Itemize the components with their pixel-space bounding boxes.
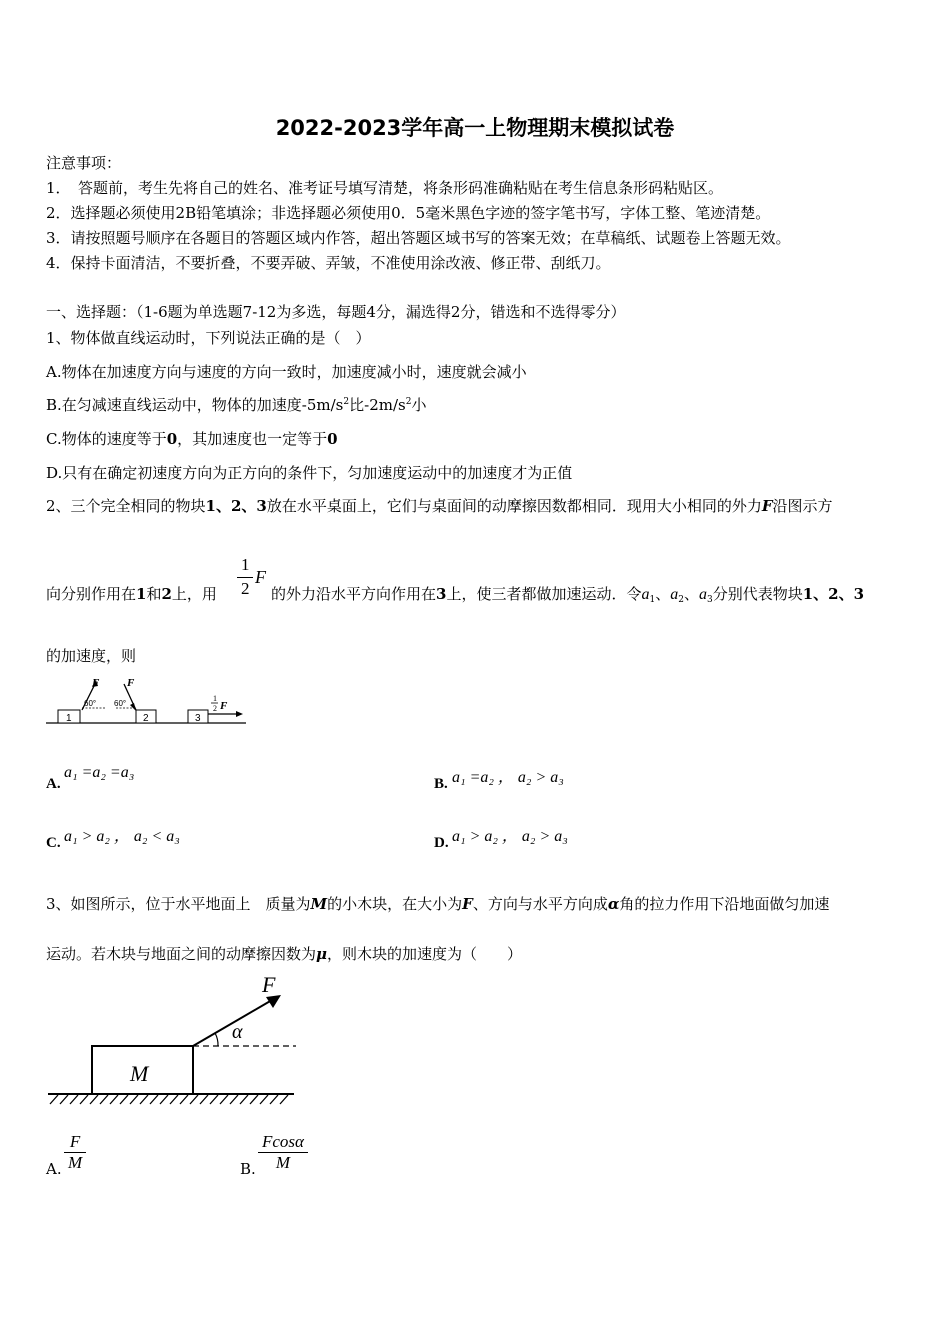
q2-frac-num: 1 — [241, 555, 250, 574]
q2-l1-post: 沿图示方 — [772, 497, 833, 515]
q3-l2-pre: 运动。若木块与地面之间的动摩擦因数为 — [46, 945, 317, 963]
q3-F: F — [462, 895, 473, 913]
q1-option-c — [46, 428, 338, 449]
q2-force-3-arrow — [236, 711, 243, 717]
q3-optB — [258, 1132, 308, 1173]
q2-l2-pre: 向分别作用在 — [46, 585, 137, 603]
q2-optA: a₁ =a₂ =a₃ — [64, 764, 135, 781]
notice-item-4: 4．保持卡面清洁，不要折叠，不要弄破、弄皱，不准使用涂改液、修正带、刮纸刀。 — [46, 254, 611, 272]
q2-optC-label: C. — [46, 835, 61, 851]
q2-a3: a — [698, 586, 707, 603]
q3-optB-num: Fcosα — [258, 1132, 308, 1153]
q1-c-pre: C.物体的速度等于 — [46, 430, 167, 448]
q1-option-b — [46, 394, 426, 415]
q3-l2-post: ，则木块的加速度为（ ） — [327, 945, 523, 963]
q2-sep2: 、 — [683, 585, 699, 603]
q2-line2 — [46, 583, 217, 604]
q2-l2-n3: 3 — [436, 585, 447, 603]
q3-optA — [64, 1132, 86, 1173]
q2-l2-n1: 1 — [136, 585, 147, 603]
q3-ground-hatch — [50, 1095, 288, 1104]
q2-sub3: 3 — [706, 595, 713, 605]
q3-l1-mid1: 的小木块，在大小为 — [327, 895, 463, 913]
q2-l2-mid1: 上，用 — [171, 585, 217, 603]
q2-half-num: 1 — [213, 694, 217, 703]
q2-l2-mid3: 上，使三者都做加速运动．令 — [446, 585, 642, 603]
q2-sub1: 1 — [649, 595, 656, 605]
q3-optB-den: M — [275, 1153, 291, 1172]
q2-force-1-label: F — [92, 677, 100, 689]
q1-c-zero1: 0 — [166, 430, 178, 448]
q2-angle-2: 60° — [114, 699, 127, 708]
q2-optD: a₁ > a₂ ， a₂ > a₃ — [452, 828, 568, 845]
q2-block-1-label: 1 — [66, 713, 72, 724]
q1-c-zero2: 0 — [327, 430, 338, 448]
notice-item-2: 2．选择题必须使用2B铅笔填涂；非选择题必须使用0．5毫米黑色字迹的签字笔书写，字体工整、笔迹清楚。 — [46, 204, 771, 222]
q3-mu: μ — [316, 945, 327, 963]
q2-block-3-label: 3 — [195, 713, 201, 724]
q3-optA-den: M — [68, 1153, 83, 1172]
q2-optD-label: D. — [434, 835, 449, 851]
q2-l1-mid: 放在水平桌面上，它们与桌面间的动摩擦因数都相同．现用大小相同的外力 — [266, 497, 762, 515]
q3-figure — [44, 970, 300, 1110]
q2-optA-label: A. — [46, 776, 61, 792]
q3-angle-arc — [215, 1033, 218, 1046]
q2-optB-label: B. — [434, 776, 448, 792]
q3-line2 — [46, 943, 522, 964]
q2-line3: 的加速度，则 — [46, 647, 137, 665]
q3-M: M — [310, 895, 328, 913]
q2-block-2-label: 2 — [143, 713, 149, 724]
q3-optA-fraction — [64, 1132, 86, 1173]
q3-optA-label: A. — [46, 1160, 62, 1178]
q2-l2-nums: 1、2、3 — [802, 585, 865, 603]
q3-optB-label: B. — [240, 1160, 256, 1178]
q1-b-pre: B.在匀减速直线运动中，物体的加速度-5m/s — [46, 396, 344, 414]
q2-l1-nums: 1、2、3 — [205, 497, 267, 515]
q1-option-a: A.物体在加速度方向与速度的方向一致时，加速度减小时，速度就会减小 — [46, 363, 527, 381]
page-title: 2022-2023学年高一上物理期末模拟试卷 — [275, 116, 675, 140]
q1-c-mid: ，其加速度也一定等于 — [177, 430, 328, 448]
q2-half-den: 2 — [213, 704, 217, 713]
q3-l1-pre: 3、如图所示，位于水平地面上 质量为 — [46, 895, 311, 913]
q2-line2-b — [271, 583, 864, 605]
q3-alpha: α — [607, 895, 620, 913]
q2-half-F: F — [220, 700, 228, 712]
q2-l2-and: 和 — [146, 585, 162, 603]
q2-figure — [44, 674, 250, 728]
q2-frac-bar — [237, 577, 253, 578]
q3-force-label: F — [262, 972, 276, 997]
q3-angle-label: α — [232, 1021, 243, 1043]
q2-force-2-label: F — [127, 677, 135, 689]
q2-optB: a₁ =a₂ ， a₂ > a₃ — [452, 769, 564, 786]
q2-l1-F: F — [761, 497, 773, 515]
q2-angle-1: 60° — [84, 699, 97, 708]
q1-b-sup2: 2 — [405, 397, 412, 407]
q1-b-mid: 比-2m/s — [349, 396, 406, 414]
q1-b-sup1: 2 — [343, 397, 350, 407]
q2-l1-pre: 2、三个完全相同的物块 — [46, 497, 206, 515]
notice-item-1: 1． 答题前，考生先将自己的姓名、准考证号填写清楚，将条形码准确粘贴在考生信息条形码粘贴区。 — [46, 179, 724, 197]
q2-sub2: 2 — [678, 595, 684, 605]
q1-stem: 1、物体做直线运动时，下列说法正确的是（ ） — [46, 329, 371, 347]
q2-sep1: 、 — [655, 585, 671, 603]
q1-b-post: 小 — [411, 396, 427, 414]
q2-frac-F: F — [255, 567, 266, 587]
q3-block-label: M — [130, 1061, 149, 1086]
q3-l1-mid2: 、方向与水平方向成 — [472, 895, 608, 913]
q1-option-d: D.只有在确定初速度方向为正方向的条件下，匀加速度运动中的加速度才为正值 — [46, 464, 573, 482]
q2-frac-den: 2 — [241, 579, 250, 598]
q2-l2-post: 分别代表物块 — [712, 585, 803, 603]
q3-l1-post: 角的拉力作用下沿地面做匀加速 — [619, 895, 830, 913]
q2-l2-mid2: 的外力沿水平方向作用在 — [271, 585, 437, 603]
notice-item-3: 3．请按照题号顺序在各题目的答题区域内作答，超出答题区域书写的答案无效；在草稿纸、试题卷上答题无效。 — [46, 229, 791, 247]
q2-a1: a — [641, 586, 650, 603]
q3-optA-num: F — [64, 1132, 86, 1153]
q3-optB-fraction — [258, 1132, 308, 1173]
q2-line1 — [46, 495, 833, 516]
q2-a2: a — [670, 586, 679, 603]
section-heading: 一、选择题：（1-6题为单选题7-12为多选，每题4分，漏选得2分，错选和不选得零分） — [46, 303, 626, 321]
q2-optC: a₁ > a₂ ， a₂ < a₃ — [64, 828, 180, 845]
q2-l2-n2: 2 — [161, 585, 172, 603]
q3-line1 — [46, 893, 829, 914]
notice-heading: 注意事项： — [46, 154, 122, 172]
